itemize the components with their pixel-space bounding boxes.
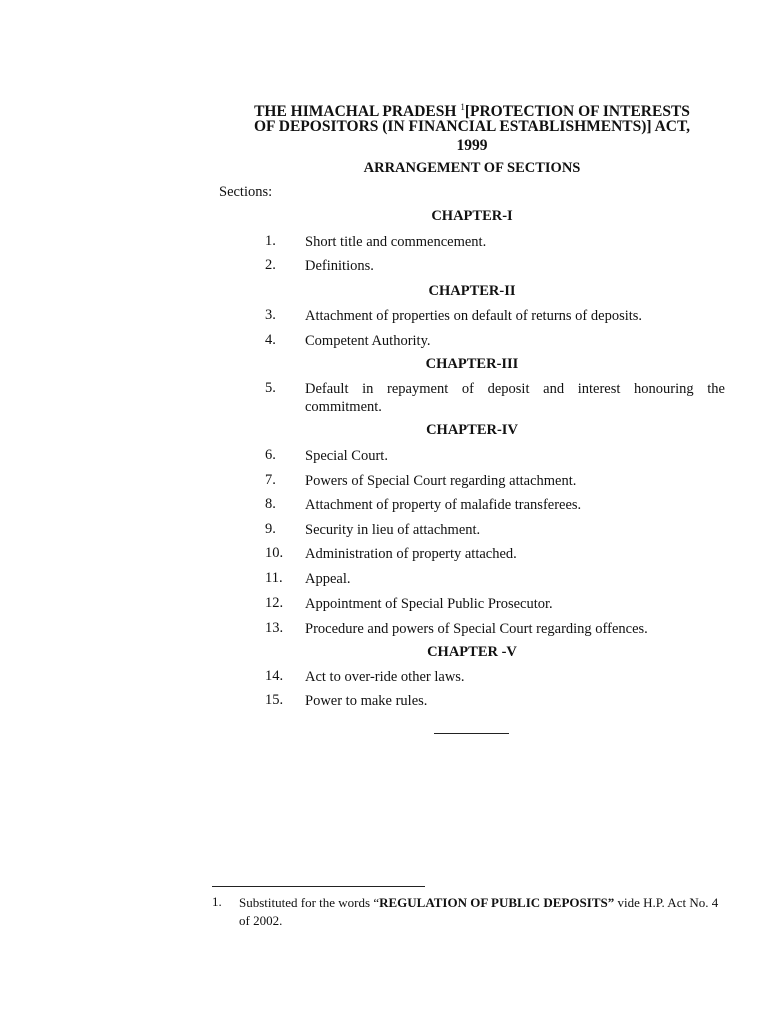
- section-number: 1.: [265, 233, 276, 249]
- section-number: 10.: [265, 545, 284, 561]
- chapter-heading: CHAPTER -V: [427, 644, 517, 660]
- section-title: Powers of Special Court regarding attachment.: [305, 473, 577, 489]
- section-number: 2.: [265, 257, 276, 273]
- footnote-marker[interactable]: 1: [460, 102, 465, 112]
- chapter-heading: CHAPTER-III: [425, 356, 519, 372]
- end-of-list-rule: [434, 733, 509, 734]
- sections-label: Sections:: [219, 184, 273, 200]
- section-title: Definitions.: [305, 258, 374, 274]
- section-title: Administration of property attached.: [305, 546, 517, 562]
- chapter-heading: CHAPTER-I: [431, 208, 513, 224]
- section-number: 7.: [265, 472, 276, 488]
- section-number: 12.: [265, 595, 284, 611]
- footnote-substituted-words: REGULATION OF PUBLIC DEPOSITS”: [379, 895, 615, 910]
- section-title: Short title and commencement.: [305, 234, 487, 250]
- arrangement-heading: ARRANGEMENT OF SECTIONS: [363, 160, 581, 176]
- section-title: Procedure and powers of Special Court regarding offences.: [305, 621, 648, 637]
- act-title-line-2: OF DEPOSITORS (IN FINANCIAL ESTABLISHMENTS)] ACT,: [253, 118, 691, 135]
- section-title: Competent Authority.: [305, 333, 431, 349]
- section-title: Appointment of Special Public Prosecutor.: [305, 596, 553, 612]
- act-title-line-1: THE HIMACHAL PRADESH $^1$[PROTECTION OF INTERESTS: [254, 102, 690, 120]
- section-number: 9.: [265, 521, 276, 537]
- act-title-year: 1999: [456, 137, 488, 154]
- chapter-heading: CHAPTER-IV: [426, 422, 518, 438]
- section-title: Attachment of property of malafide transferees.: [305, 497, 582, 513]
- chapter-heading: CHAPTER-II: [428, 283, 516, 299]
- section-title: Appeal.: [305, 571, 351, 587]
- section-number: 6.: [265, 447, 276, 463]
- section-title: Attachment of properties on default of returns of deposits.: [305, 308, 643, 324]
- footnote-number: 1.: [212, 894, 222, 909]
- footnote-separator: [212, 886, 425, 887]
- section-number: 5.: [265, 380, 276, 396]
- section-number: 13.: [265, 620, 284, 636]
- section-number: 14.: [265, 668, 284, 684]
- section-title: Security in lieu of attachment.: [305, 522, 481, 538]
- section-number: 8.: [265, 496, 276, 512]
- section-title: Special Court.: [305, 448, 388, 464]
- section-number: 15.: [265, 692, 284, 708]
- section-number: 4.: [265, 332, 276, 348]
- section-number: 11.: [265, 570, 283, 586]
- footnote-text: Substituted for the words “REGULATION OF PUBLIC DEPOSITS” vide H.P. Act No. 4 of 2002.: [239, 895, 719, 928]
- section-title: Act to over-ride other laws.: [305, 669, 465, 685]
- section-title: Power to make rules.: [305, 693, 428, 709]
- section-title: Default in repayment of deposit and interest honouring the commitment.: [305, 381, 725, 415]
- section-number: 3.: [265, 307, 276, 323]
